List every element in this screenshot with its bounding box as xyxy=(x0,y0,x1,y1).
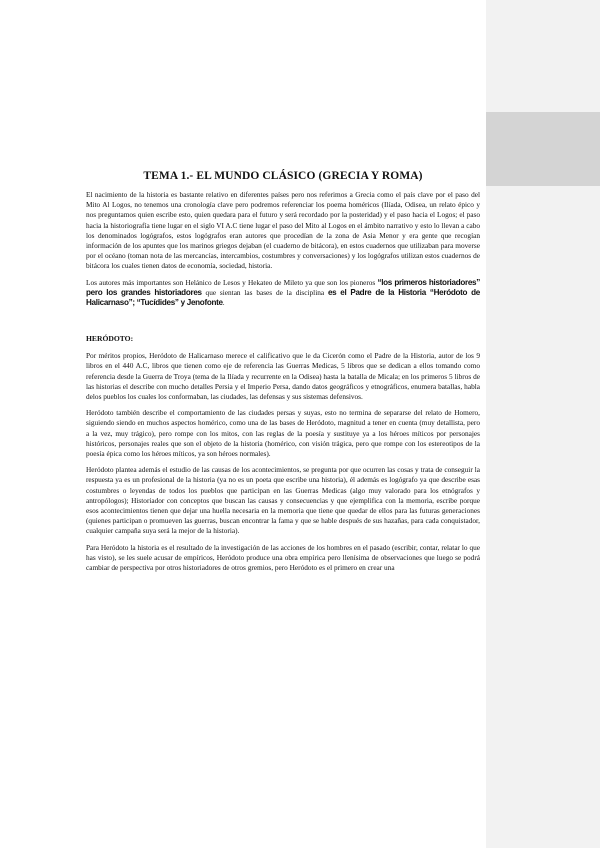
authors-quote-fathers: es el Padre de la Historia “Heródoto de Halicarnaso”; “Tucídides” y Jenofonte xyxy=(86,287,480,308)
paragraph-herodoto-1: Por méritos propios, Heródoto de Halicarnaso merece el calificativo que le da Cicerón como el Padre de la Historia, autor de los 9 libros en el 440 A.C, libros que tienen como eje de referencia las Guerras Medicas, 5 libros que se dedican a ellos tomando como referencia desde la Guerra de Troya (tema de la Ilíada y recurrente en la Odisea) hasta la batalla de Micala; en los primeros 5 libros de las historias el describe con mucho detalles Persia y el Imperio Persa, dando datos geográficos y etnográficos, enumera batallas, habla delos pueblos los cuales los conformaban, las ciudades, las defensas y sus sistemas defensivos. xyxy=(86,351,480,402)
paragraph-herodoto-4: Para Heródoto la historia es el resultado de la investigación de las acciones de los hombres en el pasado (escribir, contar, relatar lo que has visto), se les suele acusar de empíricos, Heródoto produce una obra empírica pero llenísima de observaciones que luego se podrá cambiar de perspectiva por otros historiadores de otros gremios, pero Heródoto es el primero en crear una xyxy=(86,542,480,573)
section-heading-herodoto: HERÓDOTO: xyxy=(86,334,134,344)
comment-balloon[interactable] xyxy=(486,112,600,186)
authors-text-mid: que sientan las bases de la disciplina xyxy=(201,287,325,297)
document-page xyxy=(86,170,480,579)
paragraph-intro: El nacimiento de la historia es bastante relativo en diferentes países pero nos referimos a Grecia como el país clave por el paso del Mito Al Logos, no tenemos una cronología clave pero podremos referenciar los poema homéricos (Ilíada, Odisea, un relato épico y nos preguntamos quien escribe esto, quien quedara para el futuro y será recordado por la posteridad) y el paso hacia el Logos; el paso hacia la historiografía tiene lugar en el siglo VI A.C tiene lugar el paso del Mito al Logos en el ámbito narrativo y esto lo llevan a cabo los denominados logógrafos, estos logógrafos eran autores que procedían de la zona de Asia Menor y era gente que recogían información de los apuntes que los marinos griegos dejaban (el cuaderno de bitácora), en estos cuadernos que utilizaban para moverse por el océano (toman nota de las mercancías, intercambios, costumbres y conversaciones) y los logógrafos utilizan estos cuadernos de bitácora los cuales tienen datos de economía, sociedad, historia. xyxy=(86,190,480,271)
authors-text-end: . xyxy=(222,298,225,308)
authors-quote-pioneers: “los primeros historiadores” pero los grandes historiadores xyxy=(86,277,480,297)
authors-text-start: Los autores más importantes son Helánico de Lesos y Hekateo de Mileto ya que son los pioneros xyxy=(86,277,376,287)
document-title: TEMA 1.- EL MUNDO CLÁSICO (GRECIA Y ROMA) xyxy=(143,170,423,182)
paragraph-herodoto-2: Heródoto también describe el comportamiento de las ciudades persas y suyas, esto no termina de separarse del relato de Homero, siguiendo siendo en muchos aspectos homérico, como una de las bases de Heródoto, magnitud a tener en cuenta (muy detallista, pero a la vez, muy trágico), pero rompe con los mitos, con las reglas de la poesía y sustituye ya a los héroes míticos por personajes históricos, personajes reales que son el objeto de la historia (homérico, con visión trágica, pero que rompe con los estereotipos de la poesía épica como los héroes míticos, ya son héroes normales). xyxy=(86,408,480,459)
paragraph-authors xyxy=(86,278,480,309)
paragraph-herodoto-3: Heródoto plantea además el estudio de las causas de los acontecimientos, se pregunta por que ocurren las cosas y trata de conseguir la respuesta ya es un profesional de la historia (ya no es un poeta que escribe una historia), él además es logógrafo ya que describe esas costumbres o leyendas de todos los pueblos que participan en las Guerras Medicas (algo muy valorado para los etnógrafos y antropólogos); Historiador con conceptos que buscan las causas y consecuencias y que ejemplifica con la memoria, escribe porque esos acontecimientos tienen que dejar una huella necesaria en la memoria que tiene que quedar de ellos para las futuras generaciones (quienes participan o promueven las guerras, buscan encontrar la fama y que se hable después de sus hazañas, para cada conquistador, cualquier campaña suya será la mejor de la historia). xyxy=(86,465,480,536)
